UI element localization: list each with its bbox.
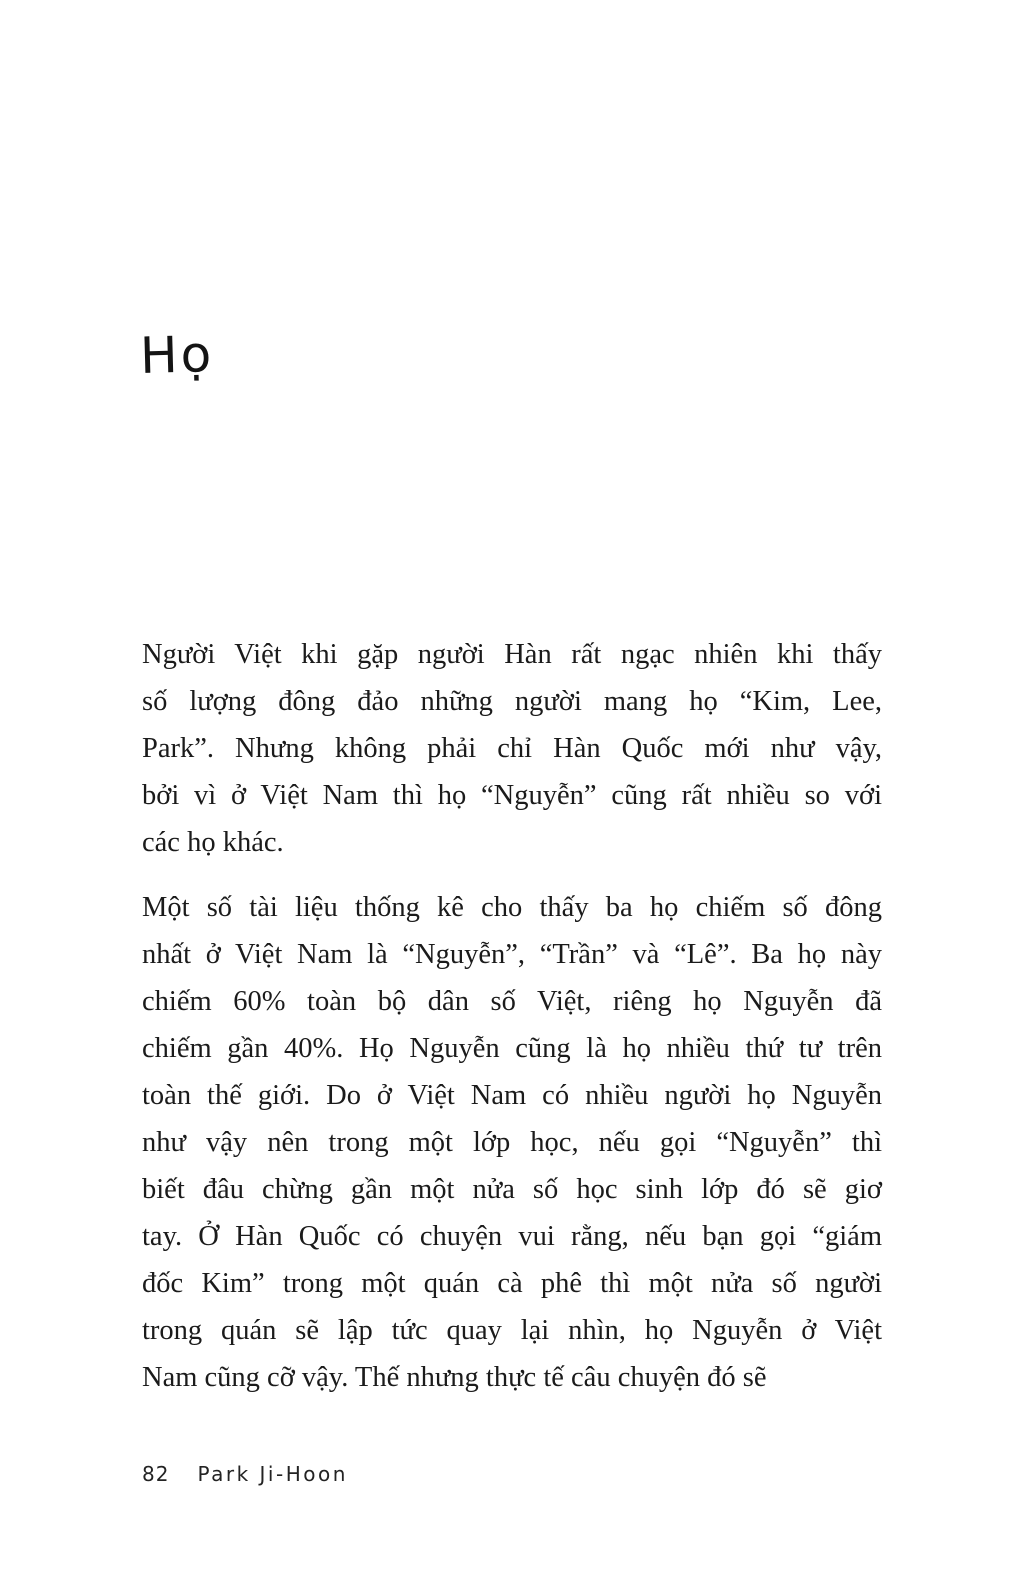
text-line: đốc Kim” trong một quán cà phê thì một nửa số người xyxy=(142,1268,882,1299)
text-line: tay. Ở Hàn Quốc có chuyện vui rằng, nếu bạn gọi “giám xyxy=(142,1221,882,1252)
text-line: chiếm 60% toàn bộ dân số Việt, riêng họ Nguyễn đã xyxy=(142,986,882,1017)
running-footer xyxy=(142,1462,348,1486)
text-line: Một số tài liệu thống kê cho thấy ba họ chiếm số đông xyxy=(142,892,882,923)
page-number: 82 xyxy=(142,1462,170,1486)
text-line: Người Việt khi gặp người Hàn rất ngạc nhiên khi thấy xyxy=(142,639,882,670)
chapter-title: Họ xyxy=(139,325,215,385)
text-line: bởi vì ở Việt Nam thì họ “Nguyễn” cũng rất nhiều so với xyxy=(142,780,882,811)
text-line: biết đâu chừng gần một nửa số học sinh lớp đó sẽ giơ xyxy=(142,1174,882,1205)
text-line: Park”. Nhưng không phải chỉ Hàn Quốc mới như vậy, xyxy=(142,733,882,764)
author-name: Park Ji-Hoon xyxy=(197,1462,348,1486)
text-line: Nam cũng cỡ vậy. Thế nhưng thực tế câu chuyện đó sẽ xyxy=(142,1362,767,1393)
text-line: số lượng đông đảo những người mang họ “Kim, Lee, xyxy=(142,686,882,717)
text-line: các họ khác. xyxy=(142,827,284,858)
text-line: toàn thế giới. Do ở Việt Nam có nhiều người họ Nguyễn xyxy=(142,1080,882,1111)
paragraph-1 xyxy=(142,631,882,866)
text-line: trong quán sẽ lập tức quay lại nhìn, họ Nguyễn ở Việt xyxy=(142,1315,882,1346)
paragraph-2 xyxy=(142,884,882,1401)
text-line: chiếm gần 40%. Họ Nguyễn cũng là họ nhiều thứ tư trên xyxy=(142,1033,882,1064)
text-line: nhất ở Việt Nam là “Nguyễn”, “Trần” và “Lê”. Ba họ này xyxy=(142,939,882,970)
text-line: như vậy nên trong một lớp học, nếu gọi “Nguyễn” thì xyxy=(142,1127,882,1158)
